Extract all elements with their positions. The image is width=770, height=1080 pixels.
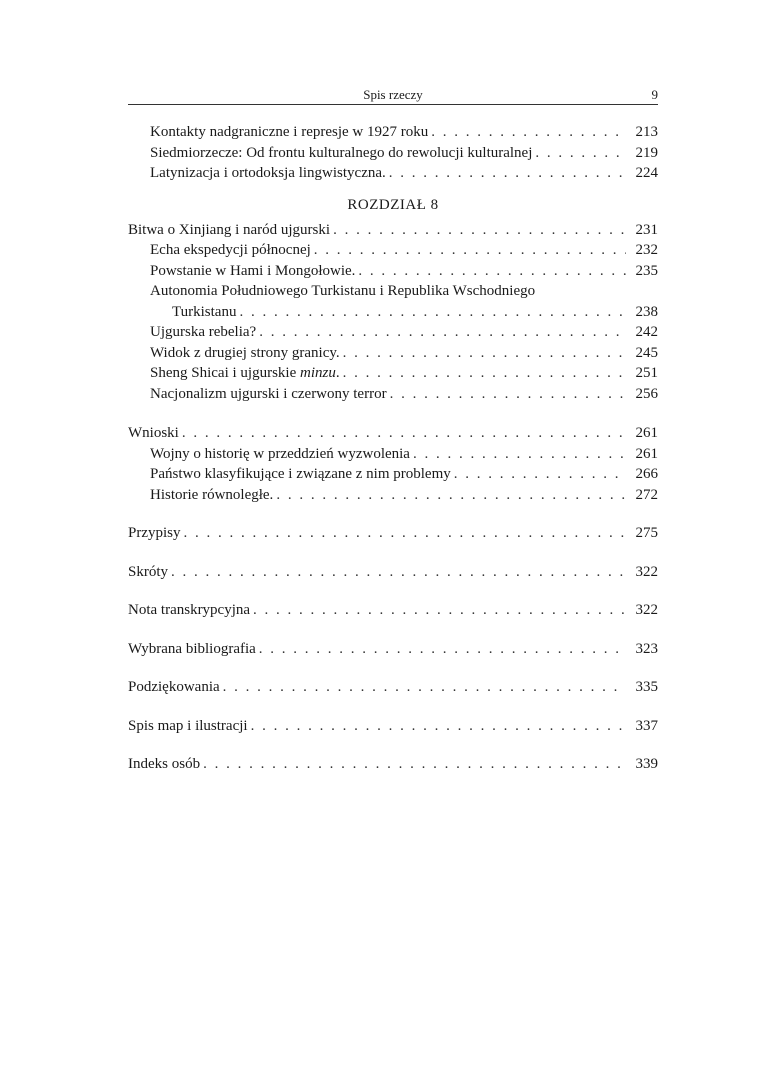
toc-entry-title: Powstanie w Hami i Mongołowie.: [150, 262, 356, 279]
toc-entry-title: Autonomia Południowego Turkistanu i Republika Wschodniego: [150, 283, 536, 299]
dot-leader: [253, 600, 626, 621]
toc-entry[interactable]: [128, 485, 658, 506]
toc-entry-title: Wojny o historię w przeddzień wyzwolenia: [150, 445, 410, 462]
spacer: [128, 582, 658, 600]
toc-entry-page: 335: [635, 679, 658, 695]
dot-leader: [454, 464, 626, 485]
toc-entry-page: 261: [635, 445, 658, 462]
running-title: Spis rzeczy: [363, 87, 423, 102]
dot-leader: [389, 163, 626, 184]
spacer: [128, 698, 658, 716]
dot-leader: [182, 423, 626, 444]
dot-leader: [276, 485, 626, 506]
toc-entry-title: Indeks osób: [128, 756, 201, 772]
toc-entry-line2[interactable]: [128, 302, 658, 323]
toc-entry-title: Wnioski: [128, 425, 179, 441]
dot-leader: [203, 754, 626, 775]
dot-leader: [413, 444, 626, 465]
toc-chapter-entry[interactable]: [128, 639, 658, 660]
toc-entry-page: 232: [635, 242, 658, 258]
toc-entry-page: 238: [635, 303, 658, 320]
toc-chapter-entry[interactable]: [128, 523, 658, 544]
toc-entry-title-post: .: [335, 365, 340, 381]
dot-leader: [251, 716, 626, 737]
toc-entry-title: Bitwa o Xinjiang i naród ujgurski: [128, 221, 331, 238]
toc-entry[interactable]: [128, 343, 658, 364]
dot-leader: [358, 261, 626, 282]
toc-entry[interactable]: [128, 464, 658, 485]
toc-chapter-entry[interactable]: [128, 220, 658, 241]
toc-entry-title: Widok z drugiej strony granicy.: [150, 344, 340, 361]
table-of-contents: [128, 122, 658, 775]
toc-entry-title: Turkistanu: [172, 303, 237, 320]
toc-entry-page: 245: [635, 344, 658, 361]
toc-entry-page: 242: [635, 324, 658, 340]
toc-entry[interactable]: [128, 163, 658, 184]
toc-entry-page: 337: [635, 717, 658, 734]
dot-leader: [535, 143, 626, 164]
dot-leader: [431, 122, 626, 143]
toc-entry-page: 224: [635, 165, 658, 181]
toc-entry-title: Skróty: [128, 563, 169, 580]
toc-entry-page: 261: [635, 425, 658, 441]
dot-leader: [259, 322, 626, 343]
toc-chapter-entry[interactable]: [128, 716, 658, 737]
toc-chapter-entry[interactable]: [128, 600, 658, 621]
toc-entry-title: Nacjonalizm ujgurski i czerwony terror: [150, 385, 387, 402]
toc-entry-page: 231: [635, 221, 658, 238]
toc-entry-title: Ujgurska rebelia?: [150, 324, 257, 340]
running-header: [128, 86, 658, 105]
toc-entry-page: 322: [635, 602, 658, 618]
toc-entry[interactable]: [128, 444, 658, 465]
toc-entry[interactable]: [128, 122, 658, 143]
dot-leader: [259, 639, 626, 660]
spacer: [128, 505, 658, 523]
dot-leader: [333, 220, 626, 241]
dot-leader: [314, 240, 626, 261]
dot-leader: [343, 363, 626, 384]
spacer: [128, 659, 658, 677]
toc-entry-page: 272: [635, 486, 658, 503]
dot-leader: [223, 677, 626, 698]
toc-chapter-entry[interactable]: [128, 423, 658, 444]
dot-leader: [171, 562, 626, 583]
toc-entry-title: Spis map i ilustracji: [128, 717, 248, 734]
toc-chapter-entry[interactable]: [128, 677, 658, 698]
toc-entry[interactable]: [128, 322, 658, 343]
spacer: [128, 544, 658, 562]
toc-entry[interactable]: [128, 384, 658, 405]
toc-entry-page: 339: [635, 756, 658, 772]
toc-entry[interactable]: [128, 261, 658, 282]
dot-leader: [343, 343, 626, 364]
toc-entry-title: [150, 363, 340, 384]
dot-leader: [239, 302, 626, 323]
dot-leader: [184, 523, 627, 544]
toc-entry[interactable]: [128, 143, 658, 164]
toc-entry-page: 235: [635, 262, 658, 279]
toc-entry-title: Kontakty nadgraniczne i represje w 1927 roku: [150, 124, 429, 140]
toc-entry-title: Państwo klasyfikujące i związane z nim problemy: [150, 466, 451, 482]
toc-entry-page: 251: [635, 365, 658, 381]
toc-entry-page: 266: [635, 466, 658, 482]
chapter-heading: ROZDZIAŁ 8: [347, 196, 439, 213]
toc-entry-page: 322: [635, 563, 658, 580]
spacer: [128, 404, 658, 423]
toc-entry-title-italic: minzu: [300, 365, 336, 381]
toc-entry-page: 213: [635, 124, 658, 140]
toc-entry-title-pre: Sheng Shicai i ujgurskie: [150, 365, 300, 381]
toc-entry-line1[interactable]: [128, 281, 658, 302]
toc-entry-title: Historie równoległe.: [150, 486, 274, 503]
toc-entry-page: 219: [635, 144, 658, 161]
page-number: 9: [651, 87, 658, 102]
toc-entry-title: Podziękowania: [128, 679, 220, 695]
toc-entry-title: Nota transkrypcyjna: [128, 602, 251, 618]
toc-entry-title: Wybrana bibliografia: [128, 640, 256, 657]
toc-entry-title: Przypisy: [128, 525, 181, 541]
toc-entry[interactable]: [128, 363, 658, 384]
spacer: [128, 736, 658, 754]
dot-leader: [390, 384, 626, 405]
toc-chapter-entry[interactable]: [128, 754, 658, 775]
toc-entry-title: Latynizacja i ortodoksja lingwistyczna.: [150, 165, 386, 181]
toc-entry-title: Siedmiorzecze: Od frontu kulturalnego do rewolucji kulturalnej: [150, 144, 533, 161]
toc-chapter-entry[interactable]: [128, 562, 658, 583]
toc-entry-title: Echa ekspedycji północnej: [150, 242, 311, 258]
toc-entry[interactable]: [128, 240, 658, 261]
toc-entry-page: 323: [635, 640, 658, 657]
toc-entry-page: 256: [635, 385, 658, 402]
toc-entry-page: 275: [635, 525, 658, 541]
spacer: [128, 621, 658, 639]
